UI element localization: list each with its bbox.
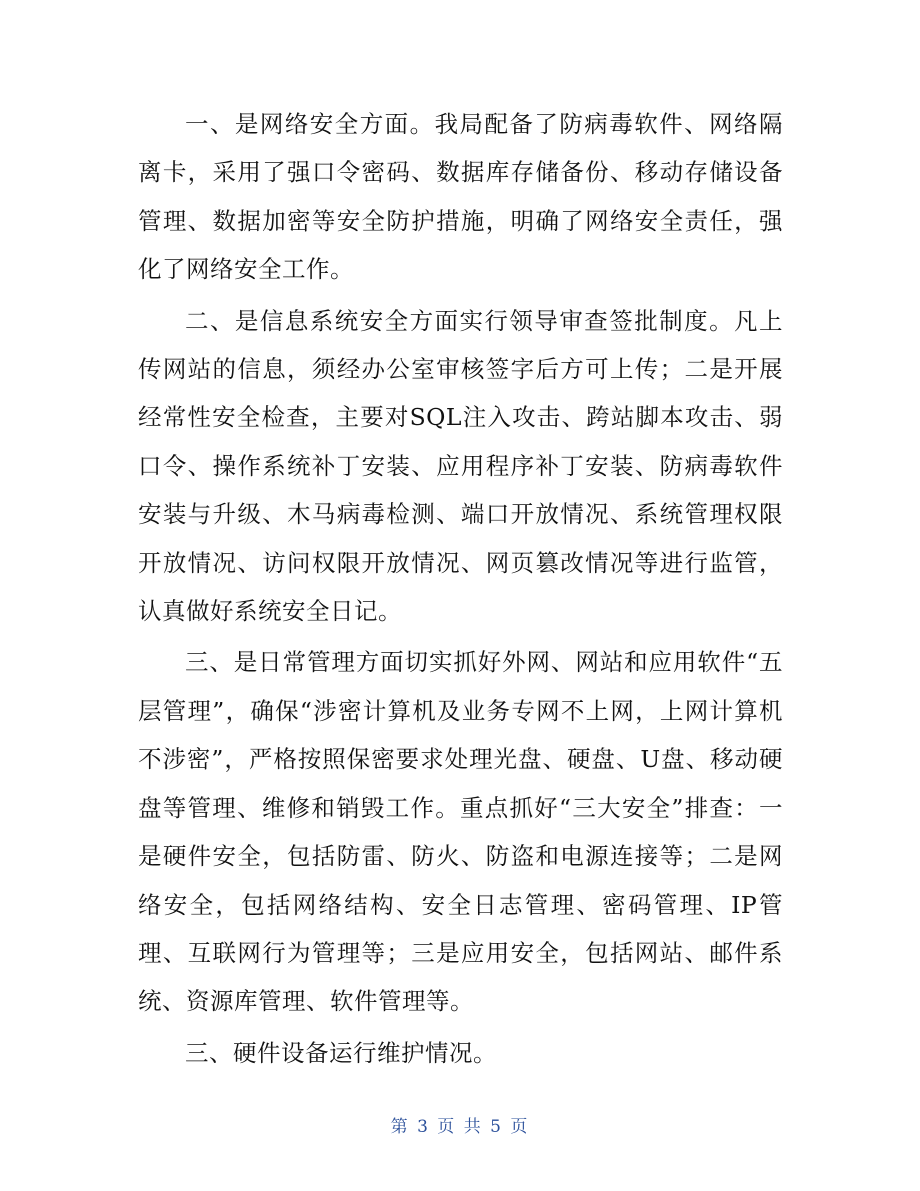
paragraph-hardware-maintenance: 三、硬件设备运行维护情况。	[185, 1038, 497, 1067]
page-number-footer: 第 3 页 共 5 页	[390, 1117, 530, 1137]
document-body	[138, 100, 783, 1080]
paragraph-network-security: 一、是网络安全方面。我局配备了防病毒软件、网络隔离卡，采用了强口令密码、数据库存储备份、移动存储设备管理、数据加密等安全防护措施，明确了网络安全责任，强化了网络安全工作。	[138, 110, 783, 284]
paragraph-daily-management: 三、是日常管理方面切实抓好外网、网站和应用软件“五层管理”，确保“涉密计算机及业务专网不上网，上网计算机不涉密”，严格按照保密要求处理光盘、硬盘、U盘、移动硬盘等管理、维修和销毁工作。重点抓好“三大安全”排查：一是硬件安全，包括防雷、防火、防盗和电源连接等；二是网络安全，包括网络结构、安全日志管理、密码管理、IP管理、互联网行为管理等；三是应用安全，包括网站、邮件系统、资源库管理、软件管理等。	[138, 648, 783, 1016]
paragraph-information-system-security: 二、是信息系统安全方面实行领导审查签批制度。凡上传网站的信息，须经办公室审核签字后方可上传；二是开展经常性安全检查，主要对SQL注入攻击、跨站脚本攻击、弱口令、操作系统补丁安装、应用程序补丁安装、防病毒软件安装与升级、木马病毒检测、端口开放情况、系统管理权限开放情况、访问权限开放情况、网页篡改情况等进行监管，认真做好系统安全日记。	[138, 306, 783, 626]
